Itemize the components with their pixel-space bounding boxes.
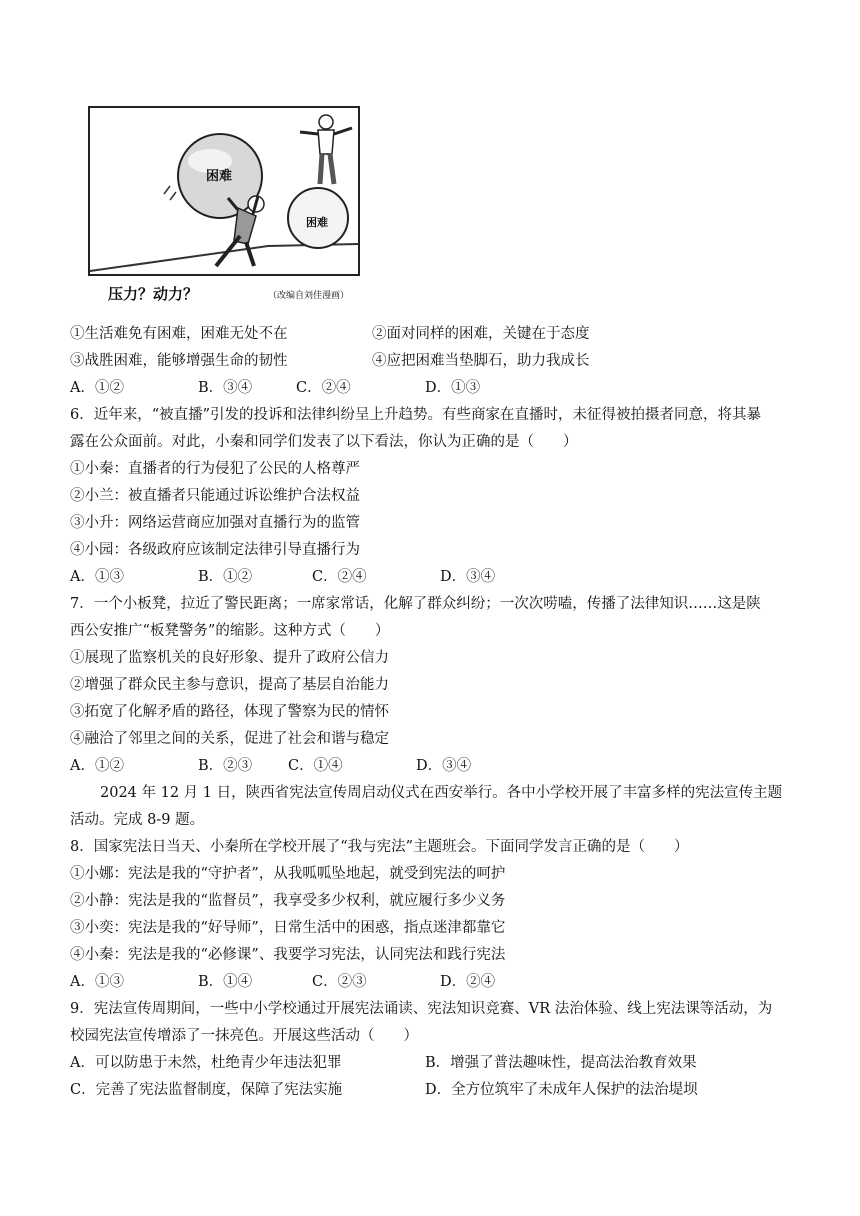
- q5-statement-2: ②面对同样的困难，关键在于态度: [372, 326, 590, 342]
- ball-right-label: 困难: [306, 216, 328, 229]
- intro-line2: 活动。完成 8-9 题。: [70, 812, 205, 828]
- q8-option-b: B．①④: [198, 974, 253, 990]
- q6-statement-1: ①小秦：直播者的行为侵犯了公民的人格尊严: [70, 461, 360, 477]
- q9-stem-line1: 9．宪法宣传周期间，一些中小学校通过开展宪法诵读、宪法知识竞赛、VR 法治体验、线上宪法课等活动，为: [70, 1001, 773, 1017]
- q7-statement-2: ②增强了群众民主参与意识，提高了基层自治能力: [70, 677, 389, 693]
- q7-statement-4: ④融洽了邻里之间的关系，促进了社会和谐与稳定: [70, 731, 389, 747]
- q9-option-b: B．增强了普法趣味性，提高法治教育效果: [425, 1055, 697, 1071]
- q9-option-c: C．完善了宪法监督制度，保障了宪法实施: [70, 1082, 343, 1098]
- q5-option-a: A．①②: [70, 380, 124, 396]
- cartoon-credit: （改编自刘佳漫画）: [268, 291, 350, 301]
- q9-option-d: D．全方位筑牢了未成年人保护的法治堤坝: [425, 1082, 698, 1098]
- q8-option-a: A．①③: [70, 974, 124, 990]
- q5-option-b: B．③④: [198, 380, 253, 396]
- q5-option-d: D．①③: [425, 380, 481, 396]
- q6-option-a: A．①③: [70, 569, 124, 585]
- q8-statement-3: ③小奕：宪法是我的“好导师”，日常生活中的困惑，指点迷津都靠它: [70, 920, 506, 936]
- q7-option-d: D．③④: [416, 758, 472, 774]
- q6-statement-2: ②小兰：被直播者只能通过诉讼维护合法权益: [70, 488, 360, 504]
- q8-statement-1: ①小娜：宪法是我的“守护者”，从我呱呱坠地起，就受到宪法的呵护: [70, 866, 506, 882]
- q7-stem-line1: 7．一个小板凳，拉近了警民距离；一席家常话，化解了群众纠纷；一次次唠嗑，传播了法律知识……这是陕: [70, 596, 761, 612]
- q8-statement-4: ④小秦：宪法是我的“必修课”、我要学习宪法，认同宪法和践行宪法: [70, 947, 506, 963]
- q7-option-b: B．②③: [198, 758, 253, 774]
- q6-stem-line1: 6．近年来，“被直播”引发的投诉和法律纠纷呈上升趋势。有些商家在直播时，未征得被拍摄者同意，将其暴: [70, 407, 762, 423]
- q9-option-a: A．可以防患于未然，杜绝青少年违法犯罪: [70, 1055, 342, 1071]
- q6-statement-4: ④小园：各级政府应该制定法律引导直播行为: [70, 542, 360, 558]
- q6-statement-3: ③小升：网络运营商应加强对直播行为的监管: [70, 515, 360, 531]
- q7-statement-3: ③拓宽了化解矛盾的路径，体现了警察为民的情怀: [70, 704, 389, 720]
- q5-option-c: C．②④: [296, 380, 351, 396]
- q7-statement-1: ①展现了监察机关的良好形象、提升了政府公信力: [70, 650, 389, 666]
- q6-option-d: D．③④: [440, 569, 496, 585]
- cartoon-illustration: [88, 106, 360, 276]
- q8-statement-2: ②小静：宪法是我的“监督员”，我享受多少权利，就应履行多少义务: [70, 893, 506, 909]
- ball-left-label: 困难: [206, 169, 233, 184]
- q8-option-c: C．②③: [312, 974, 367, 990]
- q7-option-a: A．①②: [70, 758, 124, 774]
- q8-stem: 8．国家宪法日当天、小秦所在学校开展了“我与宪法”主题班会。下面同学发言正确的是（ ）: [70, 839, 689, 855]
- q6-stem-line2: 露在公众面前。对此，小秦和同学们发表了以下看法，你认为正确的是（ ）: [70, 434, 578, 450]
- q7-stem-line2: 西公安推广“板凳警务”的缩影。这种方式（ ）: [70, 623, 390, 639]
- q5-statement-3: ③战胜困难，能够增强生命的韧性: [70, 353, 288, 369]
- q7-option-c: C．①④: [288, 758, 343, 774]
- cartoon-caption: 压力？动力？: [108, 285, 199, 303]
- q9-stem-line2: 校园宪法宣传增添了一抹亮色。开展这些活动（ ）: [70, 1028, 418, 1044]
- q8-option-d: D．②④: [440, 974, 496, 990]
- intro-line1: 2024 年 12 月 1 日，陕西省宪法宣传周启动仪式在西安举行。各中小学校开展了丰富多样的宪法宣传主题: [100, 785, 783, 801]
- q5-statement-4: ④应把困难当垫脚石，助力我成长: [372, 353, 590, 369]
- q5-statement-1: ①生活难免有困难，困难无处不在: [70, 326, 288, 342]
- q6-option-b: B．①②: [198, 569, 253, 585]
- q6-option-c: C．②④: [312, 569, 367, 585]
